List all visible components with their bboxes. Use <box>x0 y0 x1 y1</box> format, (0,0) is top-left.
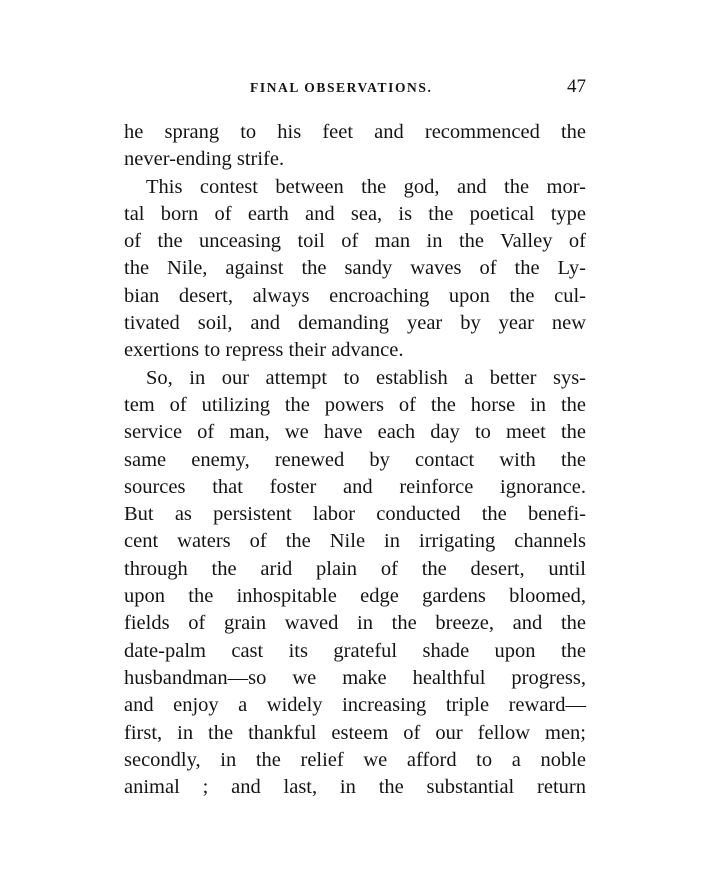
text-line: tivated soil, and demanding year by year new <box>124 312 586 335</box>
text-line: fields of grain waved in the breeze, and the <box>124 612 586 635</box>
running-head <box>124 76 586 100</box>
text-line: So, in our attempt to establish a better sys- <box>146 366 586 389</box>
text-line: But as persistent labor conducted the benefi- <box>124 503 586 526</box>
text-line: first, in the thankful esteem of our fellow men; <box>124 721 586 744</box>
running-head-title: FINAL OBSERVATIONS. <box>250 80 433 95</box>
text-line: This contest between the god, and the mor- <box>146 175 586 198</box>
text-line: never-ending strife. <box>124 148 285 171</box>
text-line: tal born of earth and sea, is the poetical type <box>124 202 586 225</box>
text-line: animal ; and last, in the substantial return <box>124 776 586 799</box>
text-line: upon the inhospitable edge gardens bloomed, <box>124 585 586 608</box>
text-line: he sprang to his feet and recommenced the <box>124 121 586 143</box>
text-line: sources that foster and reinforce ignorance. <box>124 475 586 498</box>
text-line: and enjoy a widely increasing triple reward— <box>124 694 586 717</box>
body-text <box>124 119 586 801</box>
page-number: 47 <box>567 76 586 97</box>
text-line: the Nile, against the sandy waves of the Ly- <box>124 257 586 280</box>
text-line: bian desert, always encroaching upon the cul- <box>124 284 586 307</box>
text-line: service of man, we have each day to meet the <box>124 421 586 444</box>
text-line: husbandman—so we make healthful progress, <box>124 666 586 689</box>
text-line: tem of utilizing the powers of the horse in the <box>124 393 586 416</box>
text-line: secondly, in the relief we afford to a noble <box>124 748 586 771</box>
text-line: date-palm cast its grateful shade upon the <box>124 639 586 662</box>
text-line: cent waters of the Nile in irrigating channels <box>124 530 586 553</box>
text-line: same enemy, renewed by contact with the <box>124 448 586 471</box>
text-line: exertions to repress their advance. <box>124 339 404 362</box>
text-line: through the arid plain of the desert, until <box>124 557 586 580</box>
text-line: of the unceasing toil of man in the Valley of <box>124 230 586 253</box>
